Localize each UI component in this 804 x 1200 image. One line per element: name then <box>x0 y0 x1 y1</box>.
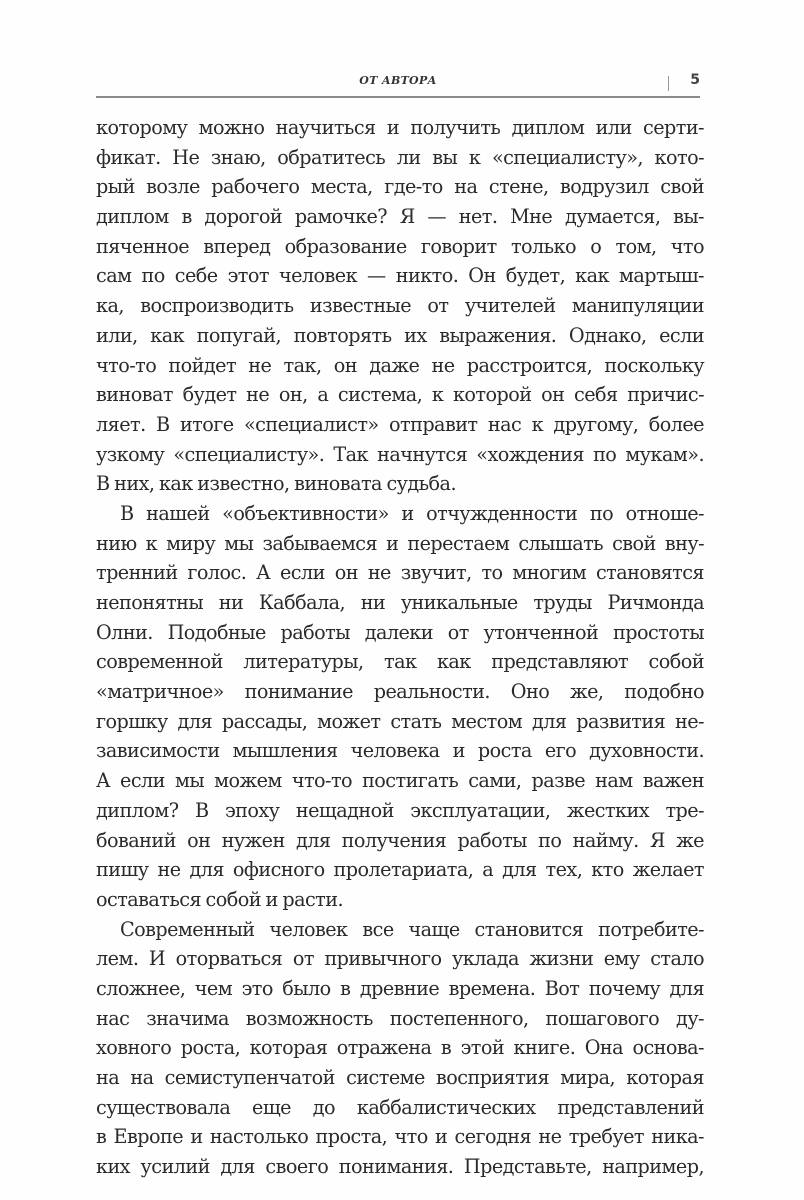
header-separator <box>668 76 669 91</box>
text-line: горшку для рассады, может стать местом для развития не- <box>96 709 704 733</box>
running-head <box>96 72 700 92</box>
text-line: тренний голос. А если он не звучит, то многим становятся <box>96 561 704 585</box>
text-line: сам по себе этот человек — никто. Он будет, как мартыш- <box>96 264 704 288</box>
text-line: В них, как известно, виновата судьба. <box>96 472 456 496</box>
text-line: пишу не для офисного пролетариата, а для тех, кто желает <box>96 858 704 882</box>
text-line: диплом в дорогой рамочке? Я — нет. Мне думается, вы- <box>96 205 704 229</box>
text-line: лем. И оторваться от привычного уклада жизни ему стало <box>96 947 704 971</box>
text-line: ких усилий для своего понимания. Представьте, например, <box>96 1155 704 1179</box>
text-line: ка, воспроизводить известные от учителей манипуляции <box>96 294 704 318</box>
text-line: Олни. Подобные работы далеки от утонченной простоты <box>96 620 704 644</box>
text-line: зависимости мышления человека и роста его духовности. <box>96 739 704 763</box>
text-line: пяченное вперед образование говорит только о том, что <box>96 234 704 258</box>
paragraph <box>96 499 704 915</box>
text-line: нас значима возможность постепенного, пошагового ду- <box>96 1006 704 1030</box>
text-line: диплом? В эпоху нещадной эксплуатации, жестких тре- <box>96 798 704 822</box>
text-line: на на семиступенчатой системе восприятия мира, которая <box>96 1066 704 1089</box>
running-title: ОТ АВТОРА <box>359 74 437 87</box>
text-line: непонятны ни Каббала, ни уникальные труды Ричмонда <box>96 591 704 614</box>
text-line: ляет. В итоге «специалист» отправит нас к другому, более <box>96 412 704 436</box>
text-line: фикат. Не знаю, обратитесь ли вы к «специалисту», кото- <box>96 145 704 169</box>
text-line: существовала еще до каббалистических представлений <box>96 1095 704 1119</box>
text-line: или, как попугай, повторять их выражения. Однако, если <box>96 323 704 347</box>
text-line: узкому «специалисту». Так начнутся «хождения по мукам». <box>96 442 704 466</box>
text-line: Современный человек все чаще становится потребите- <box>120 917 704 941</box>
text-line: оставаться собой и расти. <box>96 887 344 911</box>
text-line: бований он нужен для получения работы по найму. Я же <box>96 828 704 852</box>
text-line: сложнее, чем это было в древние времена. Вот почему для <box>96 976 704 1000</box>
text-line: А если мы можем что-то постигать сами, разве нам важен <box>96 769 704 793</box>
text-line: в Европе и настолько проста, что и сегодня не требует ника- <box>96 1125 704 1149</box>
text-line: рый возле рабочего места, где-то на стене, водрузил свой <box>96 175 704 199</box>
body-text <box>96 113 704 1182</box>
text-line: ховного роста, которая отражена в этой книге. Она основа- <box>96 1036 704 1060</box>
text-line: В нашей «объективности» и отчужденности по отноше- <box>120 501 704 525</box>
text-line: что-то пойдет не так, он даже не расстроится, поскольку <box>96 353 704 377</box>
header-rule <box>96 96 700 98</box>
paragraph <box>96 113 704 499</box>
text-line: «матричное» понимание реальности. Оно же, подобно <box>96 680 704 704</box>
text-line: которому можно научиться и получить диплом или серти- <box>96 116 704 139</box>
text-line: современной литературы, так как представляют собой <box>96 650 704 674</box>
paragraph <box>96 915 704 1182</box>
text-line: виноват будет не он, а система, к которой он себя причис- <box>96 383 704 407</box>
page-number: 5 <box>690 72 700 88</box>
text-line: нию к миру мы забываемся и перестаем слышать свой вну- <box>96 531 704 555</box>
